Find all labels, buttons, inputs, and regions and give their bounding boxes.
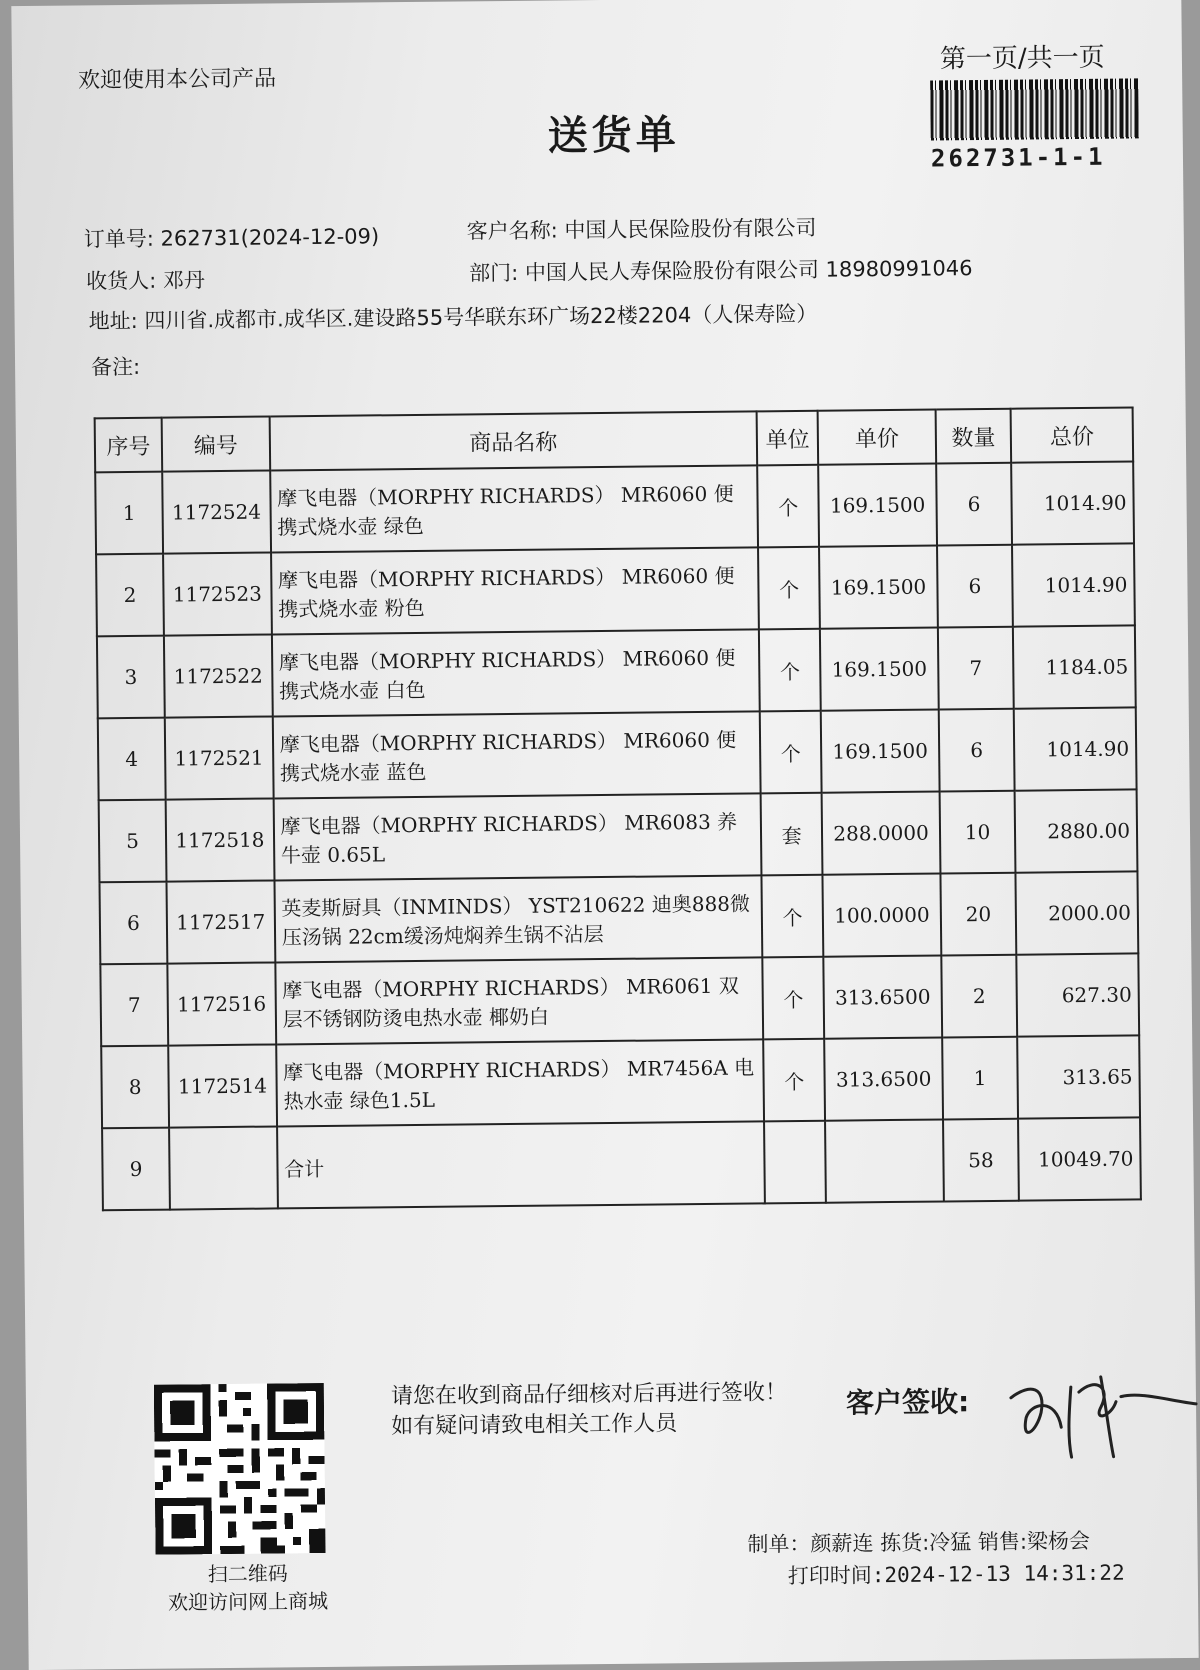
cell-no: 6: [99, 882, 167, 965]
header-total: 总价: [1011, 407, 1133, 462]
receiver-value: 邓丹: [162, 268, 206, 293]
cell-qty: 10: [940, 791, 1016, 874]
delivery-note-sheet: [11, 0, 1198, 1670]
header-qty: 数量: [936, 409, 1012, 464]
department: [469, 252, 973, 287]
remark: [91, 351, 140, 382]
cell-price: 169.1500: [820, 628, 939, 711]
table-row: [98, 707, 1137, 800]
table-row: [99, 789, 1138, 882]
cell-no: 1: [95, 472, 163, 555]
receipt-notice: 请您在收到商品仔细核对后再进行签收！如有疑问请致电相关工作人员: [390, 1380, 788, 1440]
cell-total: 313.65: [1017, 1035, 1140, 1118]
header-code: 编号: [162, 416, 270, 471]
cell-code: 1172518: [166, 798, 275, 881]
cell-name: 摩飞电器（MORPHY RICHARDS） MR6060 便携式烧水壶 粉色: [271, 547, 759, 634]
cell-price: 313.6500: [824, 1037, 943, 1120]
order-value: 262731(2024-12-09): [160, 224, 380, 251]
cell-name: 合计: [277, 1121, 765, 1208]
print-time: 打印时间:2024-12-13 14:31:22: [787, 1560, 1125, 1589]
cell-code: 1172524: [162, 470, 271, 553]
cell-name: 摩飞电器（MORPHY RICHARDS） MR6061 双层不锈钢防烫电热水壶 椰奶白: [275, 957, 763, 1044]
cell-qty: 6: [937, 545, 1013, 628]
header-unit: 单位: [757, 411, 818, 466]
items-table: [94, 406, 1142, 1211]
cell-price: 169.1500: [818, 464, 937, 547]
cell-unit: 个: [762, 875, 824, 958]
cell-total: 2000.00: [1016, 871, 1139, 954]
cell-price: 100.0000: [823, 873, 942, 956]
customer-label: 客户名称:: [466, 218, 558, 244]
order-label: 订单号:: [83, 226, 154, 252]
qr-code-icon[interactable]: [154, 1383, 326, 1555]
cell-name: 摩飞电器（MORPHY RICHARDS） MR6060 便携式烧水壶 蓝色: [272, 711, 760, 798]
customer-sign-label: 客户签收:: [845, 1385, 970, 1420]
cell-total: 2880.00: [1015, 789, 1138, 872]
cell-unit: 个: [758, 547, 820, 630]
cell-price: 169.1500: [821, 709, 940, 792]
staff-info: 制单：颜薪连 拣货:冷猛 销售:梁杨会: [747, 1528, 1091, 1557]
cell-name: 英麦斯厨具（INMINDS） YST210622 迪奥888微压汤锅 22cm缓汤炖焖养生锅不沾层: [274, 875, 762, 962]
receiver: [86, 264, 205, 295]
page-info: 第一页/共一页: [939, 42, 1105, 75]
cell-total: 1014.90: [1011, 461, 1134, 544]
qr-caption-line-1: 扫二维码: [207, 1561, 288, 1587]
cell-name: 摩飞电器（MORPHY RICHARDS） MR6060 便携式烧水壶 绿色: [270, 465, 758, 552]
cell-unit: 个: [763, 1039, 825, 1122]
cell-no: 9: [102, 1128, 170, 1211]
barcode-number: 262731-1-1: [930, 142, 1106, 173]
customer-value: 中国人民保险股份有限公司: [564, 215, 817, 243]
qr-caption-line-2: 欢迎访问网上商城: [167, 1588, 329, 1615]
cell-qty: 6: [939, 709, 1015, 792]
cell-no: 3: [97, 636, 165, 719]
cell-price: [825, 1119, 944, 1202]
address: [88, 298, 817, 336]
document-title: 送货单: [547, 112, 680, 160]
welcome-text: 欢迎使用本公司产品: [77, 66, 277, 94]
cell-price: 169.1500: [819, 546, 938, 629]
cell-no: 7: [100, 964, 168, 1047]
table-row: [101, 1035, 1140, 1128]
header-name: 商品名称: [269, 411, 757, 470]
cell-code: 1172521: [165, 716, 274, 799]
customer-name: [467, 212, 817, 246]
cell-unit: 个: [763, 957, 825, 1040]
cell-name: 摩飞电器（MORPHY RICHARDS） MR7456A 电热水壶 绿色1.5L: [276, 1039, 764, 1126]
table-row: [96, 543, 1135, 636]
cell-unit: 个: [759, 629, 821, 712]
cell-unit: 套: [761, 793, 823, 876]
cell-no: 5: [99, 800, 167, 883]
table-row: [97, 625, 1136, 718]
cell-unit: 个: [757, 465, 819, 548]
cell-total: 1014.90: [1012, 543, 1135, 626]
cell-no: 8: [101, 1046, 169, 1129]
header-no: 序号: [95, 418, 163, 473]
cell-total: 1184.05: [1013, 625, 1136, 708]
header-price: 单价: [818, 410, 936, 465]
cell-code: 1172522: [164, 634, 273, 717]
qr-caption: [148, 1559, 349, 1617]
cell-price: 288.0000: [822, 791, 941, 874]
cell-total: 10049.70: [1018, 1117, 1141, 1200]
remark-label: 备注:: [90, 354, 141, 380]
address-label: 地址:: [88, 308, 138, 334]
table-total-row: [102, 1117, 1141, 1210]
cell-qty: 58: [943, 1119, 1019, 1202]
cell-code: 1172514: [168, 1044, 277, 1127]
cell-no: 4: [98, 718, 166, 801]
cell-total: 627.30: [1016, 953, 1139, 1036]
cell-code: 1172516: [167, 962, 276, 1045]
cell-qty: 20: [940, 873, 1016, 956]
cell-name: 摩飞电器（MORPHY RICHARDS） MR6083 养牛壶 0.65L: [273, 793, 761, 880]
cell-code: 1172523: [163, 552, 272, 635]
cell-qty: 7: [938, 627, 1014, 710]
cell-no: 2: [96, 554, 164, 637]
customer-signature: [1001, 1356, 1200, 1472]
cell-qty: 6: [936, 463, 1012, 546]
address-value: 四川省.成都市.成华区.建设路55号华联东环广场22楼2204（人保寿险）: [144, 301, 818, 333]
receiver-label: 收货人:: [86, 268, 157, 294]
dept-label: 部门:: [469, 260, 519, 286]
cell-unit: 个: [760, 711, 822, 794]
cell-unit: [764, 1121, 826, 1204]
cell-code: [169, 1126, 278, 1209]
order-number: [84, 220, 380, 253]
cell-total: 1014.90: [1014, 707, 1137, 790]
table-row: [95, 461, 1134, 554]
dept-value: 中国人民人寿保险股份有限公司 18980991046: [524, 256, 973, 285]
table-row: [99, 871, 1138, 964]
cell-code: 1172517: [167, 880, 276, 963]
table-row: [100, 953, 1139, 1046]
cell-name: 摩飞电器（MORPHY RICHARDS） MR6060 便携式烧水壶 白色: [272, 629, 760, 716]
cell-qty: 2: [941, 955, 1017, 1038]
cell-qty: 1: [942, 1037, 1018, 1120]
barcode-icon: [930, 78, 1139, 140]
cell-price: 313.6500: [823, 955, 942, 1038]
